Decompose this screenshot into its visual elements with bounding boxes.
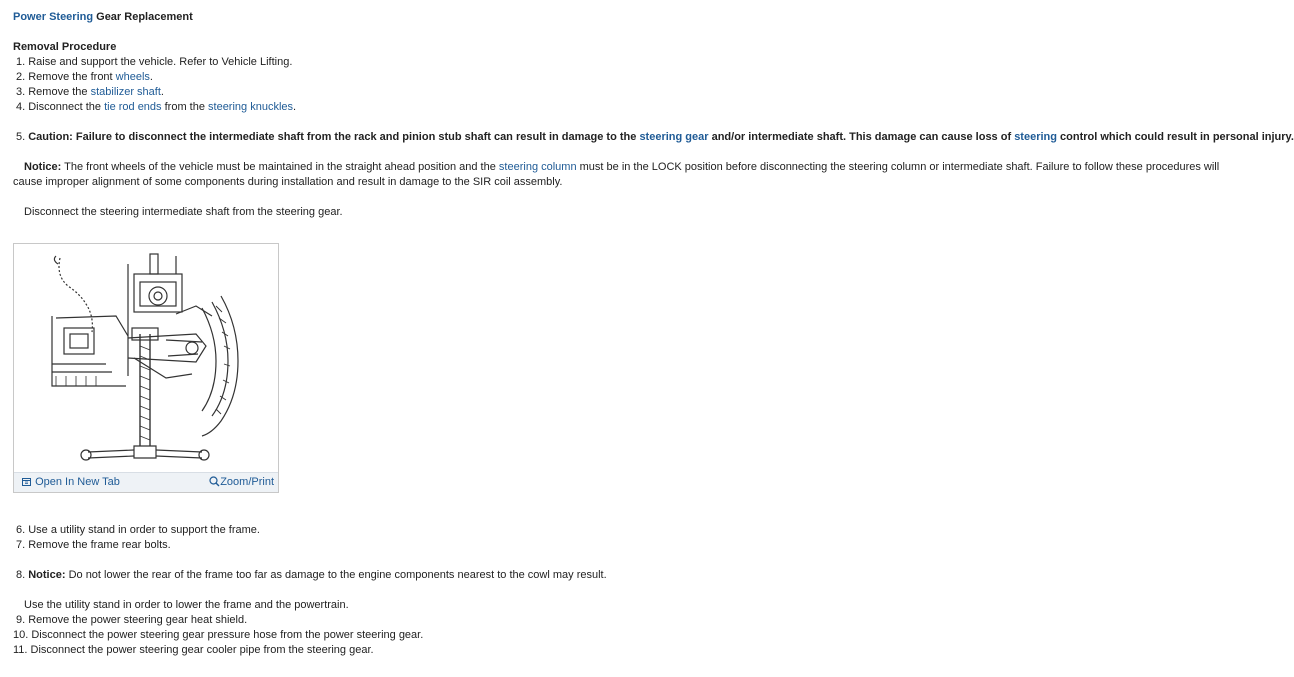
zoom-print-label: Zoom/Print	[220, 476, 274, 488]
step-4	[13, 100, 1238, 115]
power-steering-link[interactable]: Power Steering	[13, 11, 94, 23]
step-2-end: .	[149, 71, 153, 83]
stabilizer-shaft-link[interactable]: stabilizer shaft	[90, 86, 161, 98]
step-5-number: 5.	[16, 131, 29, 143]
steering-column-link[interactable]: steering column	[498, 161, 577, 173]
notice-paragraph	[13, 160, 1228, 190]
notice-text: The front wheels of the vehicle must be maintained in the straight ahead position and the	[61, 161, 499, 173]
caution-text: Caution: Failure to disconnect the intermediate shaft from the rack and pinion stub shaft can result in damage to the	[28, 131, 640, 143]
zoom-print-button[interactable]	[209, 475, 274, 490]
caution-mid: and/or intermediate shaft. This damage can cause loss of	[708, 131, 1015, 143]
magnifier-icon	[209, 476, 220, 487]
step-5-caution	[13, 130, 1294, 145]
step-10: 10. Disconnect the power steering gear pressure hose from the power steering gear.	[13, 629, 424, 641]
utility-stand-instruction: Use the utility stand in order to lower the frame and the powertrain.	[24, 599, 349, 611]
step-3-end: .	[160, 86, 164, 98]
step-6: 6. Use a utility stand in order to support the frame.	[16, 524, 260, 536]
tie-rod-ends-link[interactable]: tie rod ends	[104, 101, 162, 113]
step-11: 11. Disconnect the power steering gear cooler pipe from the steering gear.	[13, 644, 374, 656]
wheels-link[interactable]: wheels	[115, 71, 150, 83]
steering-gear-illustration[interactable]	[16, 246, 276, 472]
step-4-mid: from the	[161, 101, 209, 113]
step-3-text: 3. Remove the	[16, 86, 91, 98]
notice-end: must be in the LOCK position before disconnecting the steering column or intermediate shaft. Failure to follow these procedures will cause improper alignment of some components during installation and result in damage to the SIR coil assembly.	[13, 161, 1220, 188]
step-1: 1. Raise and support the vehicle. Refer to Vehicle Lifting.	[16, 56, 293, 68]
document-page	[13, 10, 1294, 658]
steering-gear-link[interactable]: steering gear	[639, 131, 709, 143]
step-9: 9. Remove the power steering gear heat shield.	[16, 614, 248, 626]
figure-box	[13, 243, 279, 493]
disconnect-instruction: Disconnect the steering intermediate shaft from the steering gear.	[24, 206, 343, 218]
external-window-icon	[22, 477, 32, 487]
open-in-new-tab-label: Open In New Tab	[35, 476, 120, 488]
figure-toolbar	[14, 472, 278, 492]
caution-end: control which could result in personal injury.	[1056, 131, 1294, 143]
page-title-rest: Gear Replacement	[93, 11, 193, 23]
step-4-end: .	[293, 101, 297, 113]
step-8-notice-label: Notice:	[28, 569, 66, 581]
step-4-text: 4. Disconnect the	[16, 101, 105, 113]
open-in-new-tab-button[interactable]	[22, 475, 120, 490]
page-title	[13, 10, 1238, 25]
step-8-number: 8.	[16, 569, 29, 581]
step-8	[13, 568, 1238, 583]
step-2-text: 2. Remove the front	[16, 71, 116, 83]
notice-label: Notice:	[24, 161, 62, 173]
step-7: 7. Remove the frame rear bolts.	[16, 539, 171, 551]
step-2	[13, 70, 1238, 85]
step-8-text: Do not lower the rear of the frame too far as damage to the engine components nearest to the cowl may result.	[65, 569, 607, 581]
steering-knuckles-link[interactable]: steering knuckles	[208, 101, 294, 113]
steering-link[interactable]: steering	[1014, 131, 1057, 143]
removal-heading: Removal Procedure	[13, 41, 117, 53]
step-3	[13, 85, 1238, 100]
